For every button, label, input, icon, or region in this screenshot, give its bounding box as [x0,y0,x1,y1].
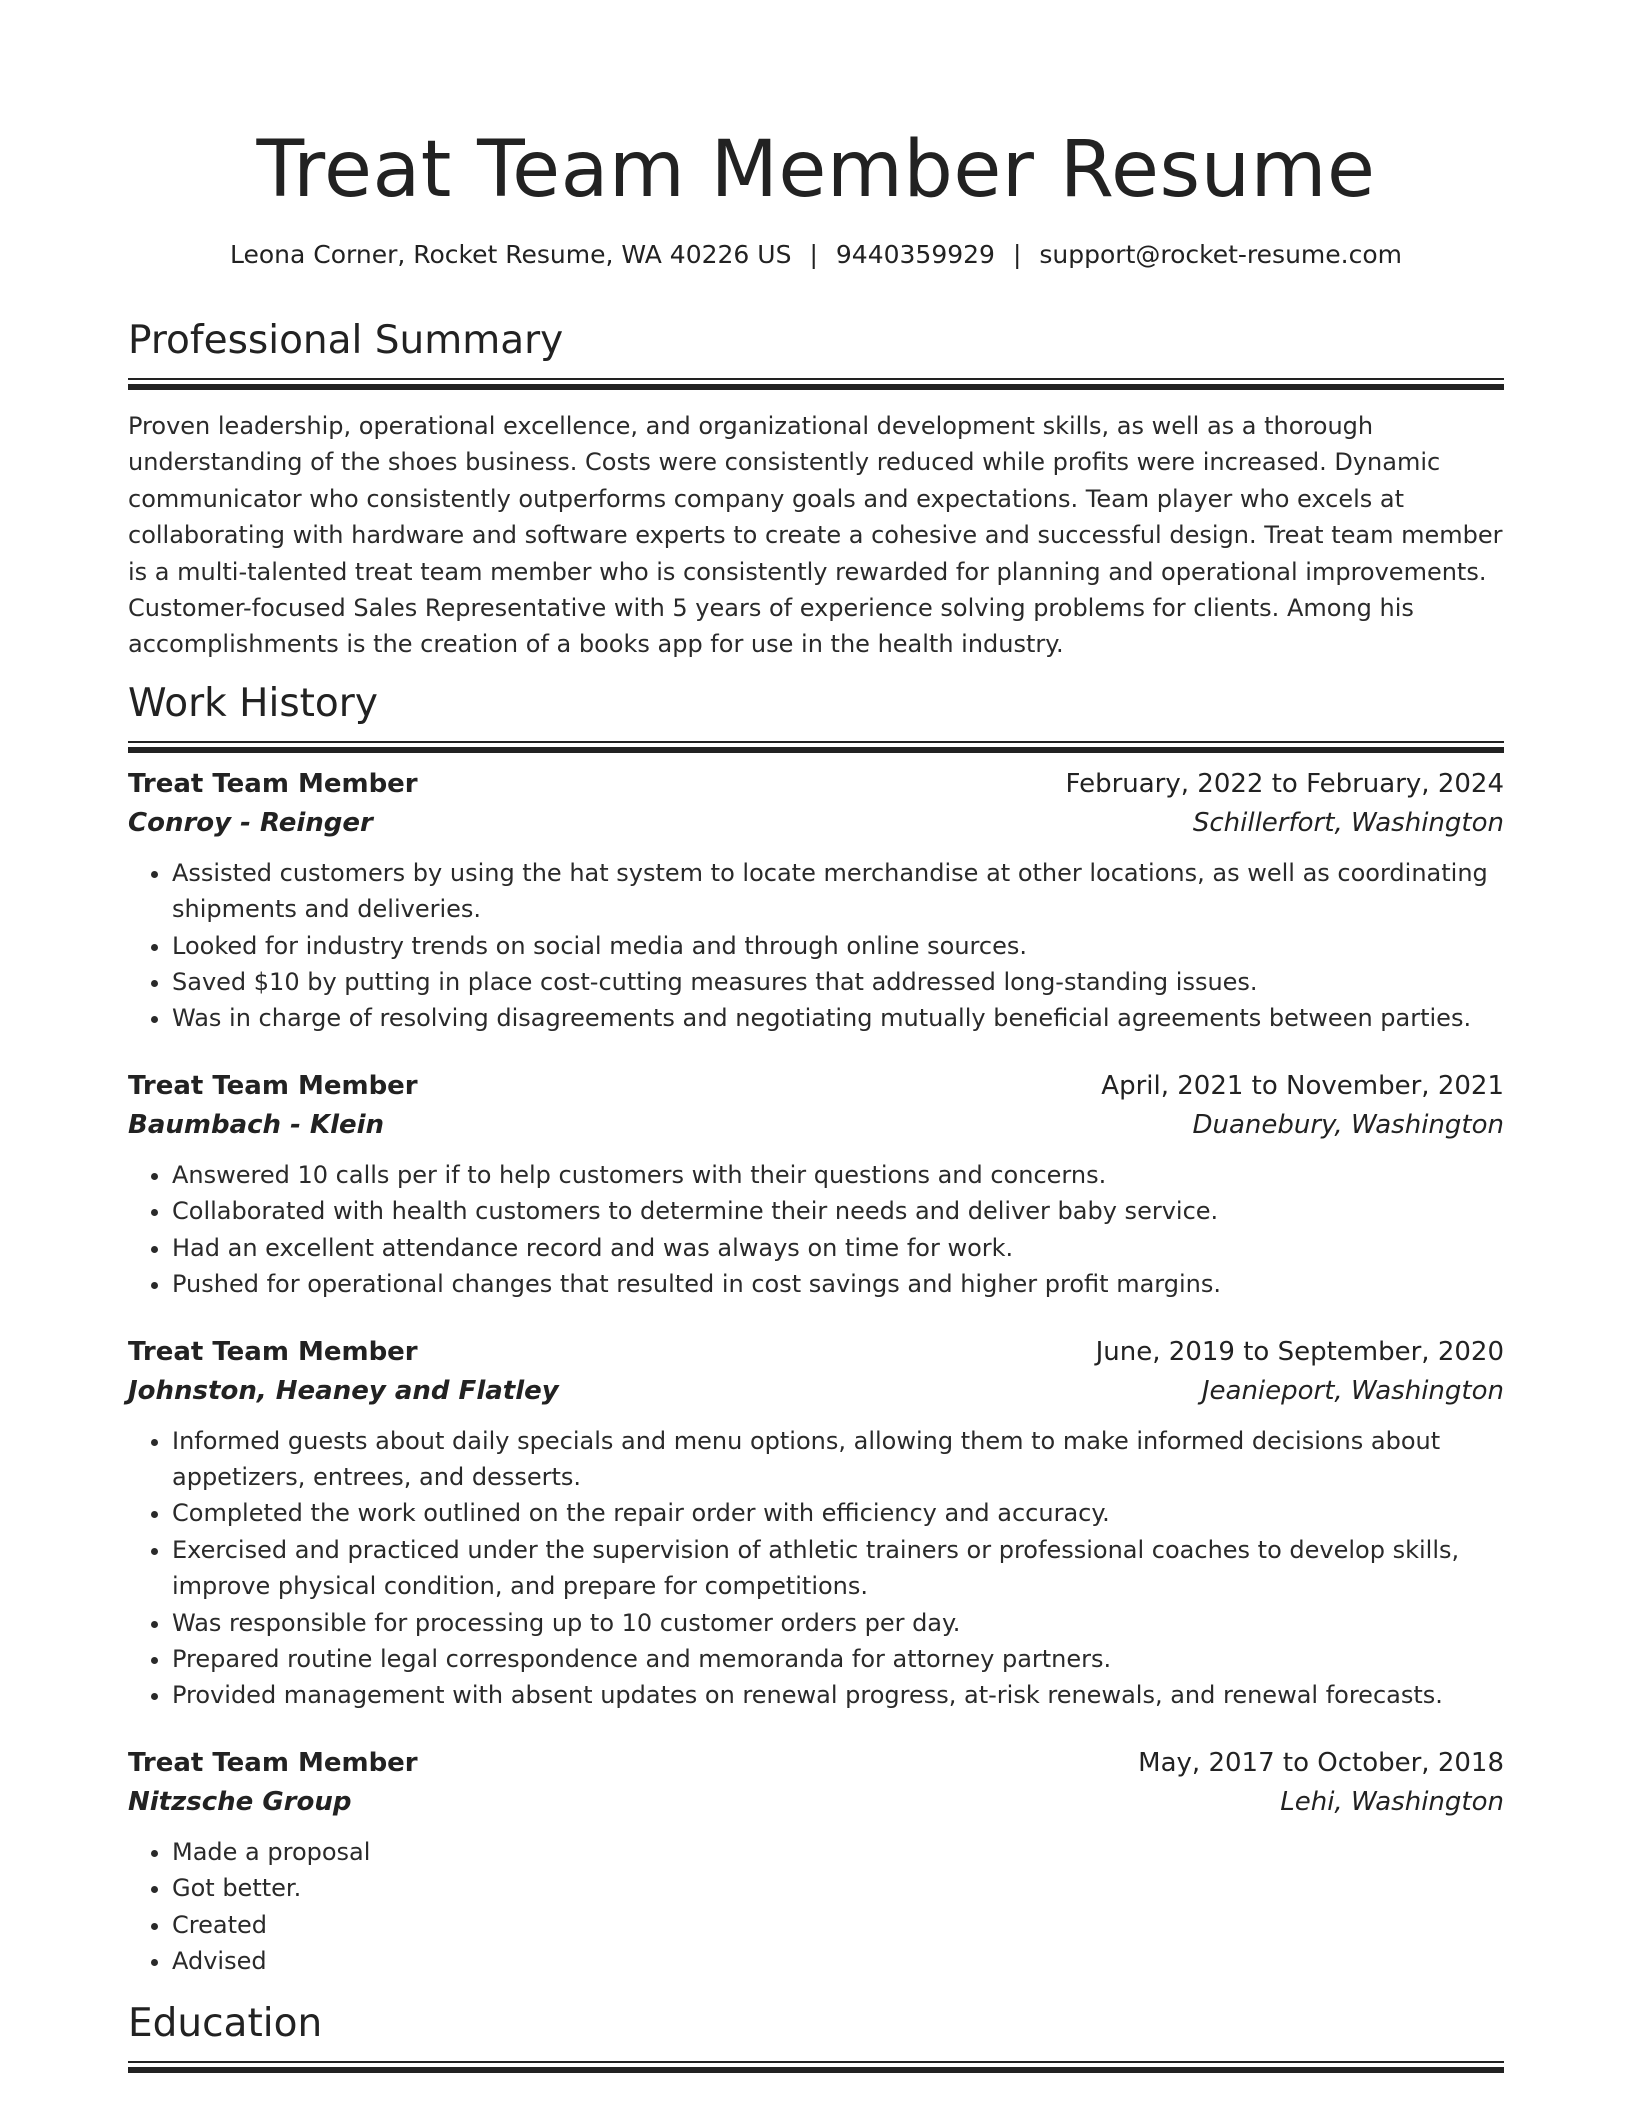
job-company: Johnston, Heaney and Flatley [128,1375,559,1406]
job-title: Treat Team Member [128,1747,418,1778]
section-divider [128,741,1504,751]
list-item: • Exercised and practiced under the supervision of athletic trainers or professional coaches to develop skills, improve physical condition, and prepare for competitions. [172,1532,1504,1605]
job-entry [128,1744,1504,1980]
list-item: • Provided management with absent updates on renewal progress, at-risk renewals, and renewal forecasts. [172,1677,1504,1713]
job-entry [128,765,1504,1037]
contact-phone: 9440359929 [835,240,995,269]
contact-address: Leona Corner, Rocket Resume, WA 40226 US [230,240,792,269]
job-bullets [128,1423,1504,1714]
list-item: • Informed guests about daily specials and menu options, allowing them to make informed decisions about appetizers, entrees, and desserts. [172,1423,1504,1496]
job-dates: February, 2022 to February, 2024 [1065,768,1504,799]
job-location: Duanebury, Washington [1192,1109,1504,1140]
section-heading-education: Education [128,2001,323,2047]
list-item: • Pushed for operational changes that resulted in cost savings and higher profit margins. [172,1266,1504,1302]
list-item: • Looked for industry trends on social media and through online sources. [172,928,1504,964]
list-item: • Had an excellent attendance record and was always on time for work. [172,1230,1504,1266]
education-section [128,1999,1504,2071]
job-location: Jeanieport, Washington [1201,1375,1504,1406]
job-title: Treat Team Member [128,768,418,799]
list-item: • Answered 10 calls per if to help customers with their questions and concerns. [172,1157,1504,1193]
job-bullets [128,1157,1504,1303]
summary-text: Proven leadership, operational excellence, and organizational development skills, as well as a thorough understanding of the shoes business. Costs were consistently reduced while profits were increased. Dynamic communicator who consistently outperforms company goals and expectations. Team player who excels at collaborating with hardware and software experts to create a cohesive and successful design. Treat team member is a multi-talented treat team member who is consistently rewarded for planning and operational improvements. Customer-focused Sales Representative with 5 years of experience solving problems for clients. Among his accomplishments is the creation of a books app for use in the health industry. [128,412,1503,659]
section-heading-work-history: Work History [128,680,378,726]
list-item: • Completed the work outlined on the repair order with efficiency and accuracy. [172,1495,1504,1531]
job-company: Baumbach - Klein [128,1109,385,1140]
job-bullets [128,855,1504,1037]
list-item: • Was in charge of resolving disagreements and negotiating mutually beneficial agreements between parties. [172,1000,1504,1036]
list-item: • Made a proposal [172,1834,1504,1870]
section-divider [128,378,1504,388]
contact-line [128,238,1504,272]
work-history-section [128,679,1504,1980]
resume-page [128,0,1504,2071]
list-item: • Advised [172,1943,1504,1979]
job-title: Treat Team Member [128,1336,418,1367]
job-location: Schillerfort, Washington [1192,807,1504,838]
list-item: • Got better. [172,1870,1504,1906]
job-dates: June, 2019 to September, 2020 [1095,1336,1504,1367]
list-item: • Assisted customers by using the hat system to locate merchandise at other locations, as well as coordinating shipments and deliveries. [172,855,1504,928]
job-entry [128,1067,1504,1303]
job-location: Lehi, Washington [1280,1786,1504,1817]
list-item: • Saved $10 by putting in place cost-cutting measures that addressed long-standing issues. [172,964,1504,1000]
job-entry [128,1333,1504,1714]
job-company: Nitzsche Group [128,1786,352,1817]
contact-separator: | [809,240,818,269]
summary-section [128,316,1504,663]
resume-title: Treat Team Member Resume [256,125,1376,215]
job-company: Conroy - Reinger [128,807,373,838]
job-dates: May, 2017 to October, 2018 [1138,1747,1504,1778]
job-dates: April, 2021 to November, 2021 [1101,1070,1504,1101]
list-item: • Created [172,1907,1504,1943]
section-divider [128,2061,1504,2071]
list-item: • Collaborated with health customers to determine their needs and deliver baby service. [172,1193,1504,1229]
list-item: • Prepared routine legal correspondence and memoranda for attorney partners. [172,1641,1504,1677]
section-heading-summary: Professional Summary [128,318,564,363]
job-title: Treat Team Member [128,1070,418,1101]
job-bullets [128,1834,1504,1980]
contact-separator: | [1012,240,1022,269]
list-item: • Was responsible for processing up to 10 customer orders per day. [172,1605,1504,1641]
contact-email: support@rocket-resume.com [1039,240,1402,269]
